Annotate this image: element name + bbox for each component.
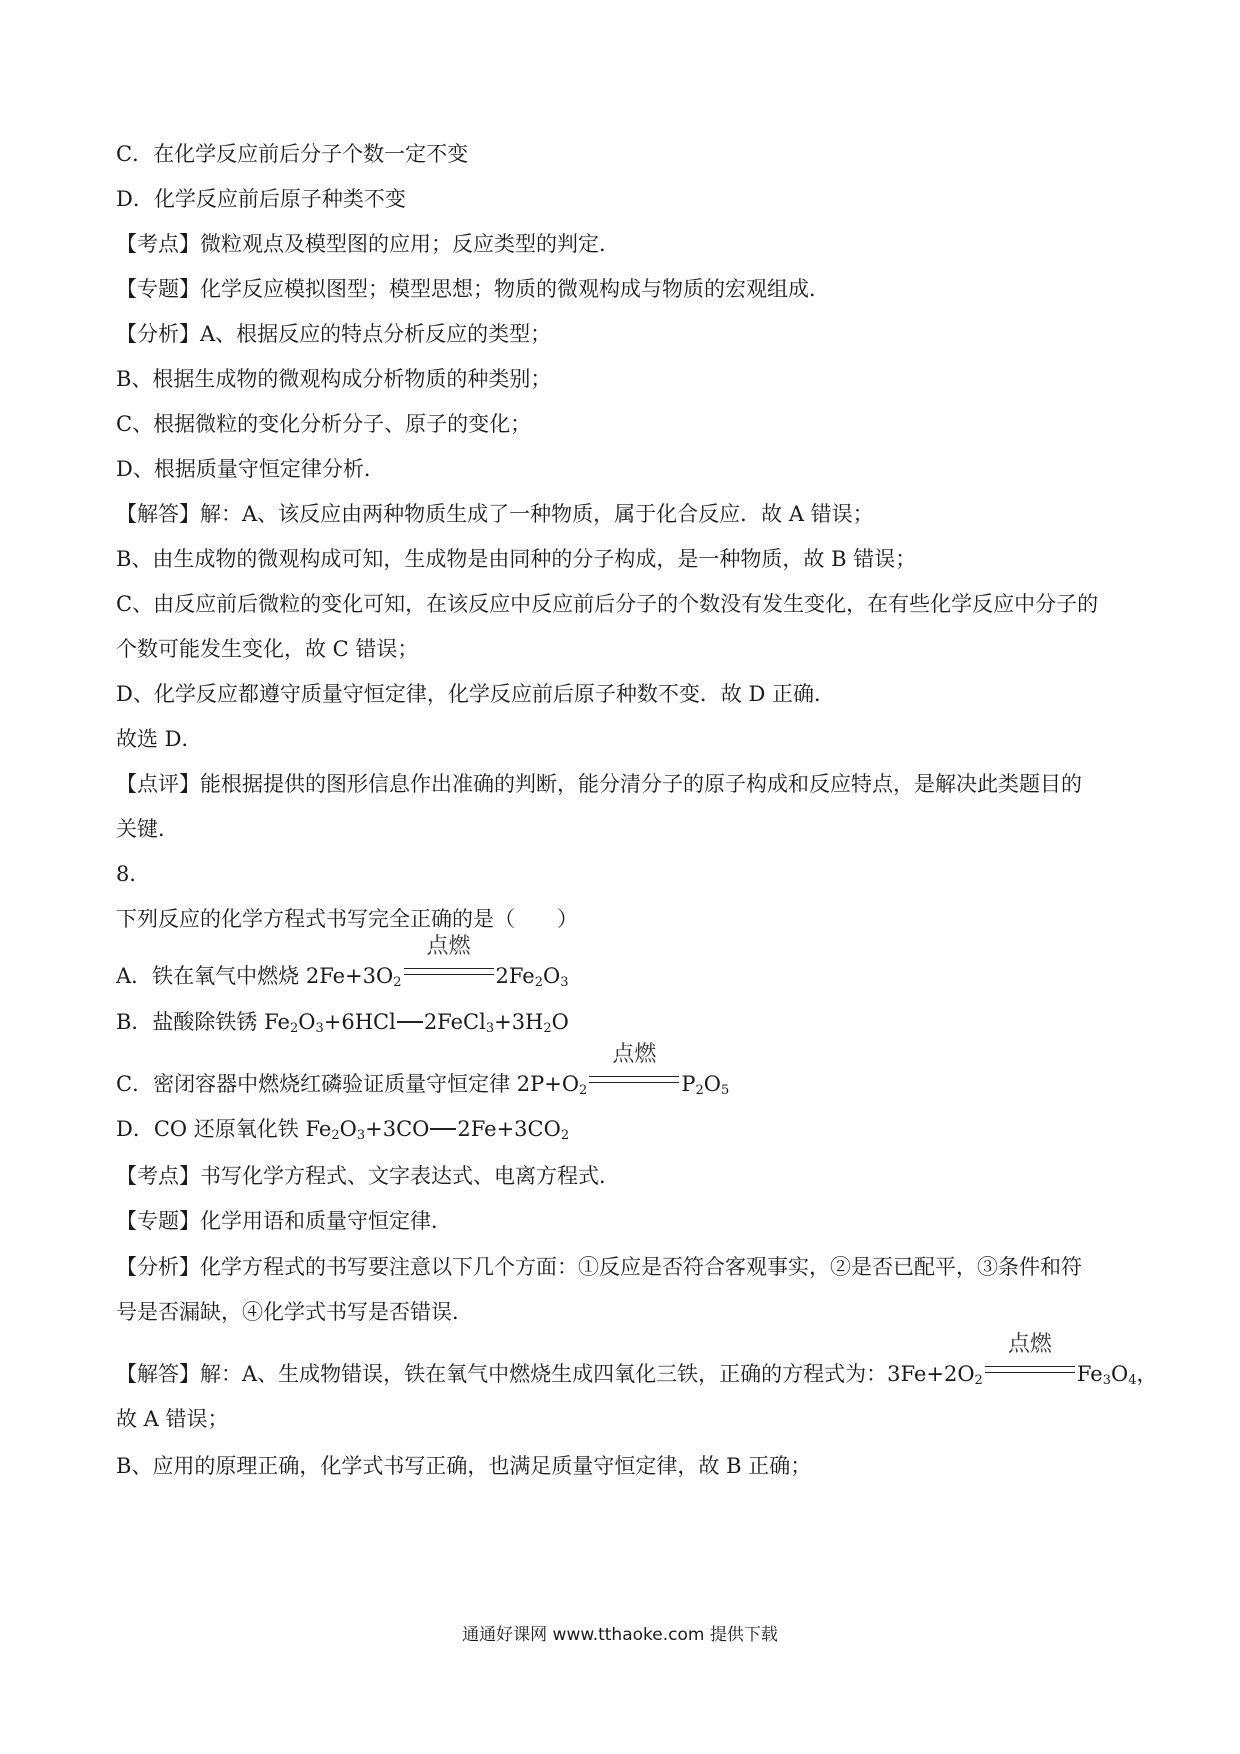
text-line: 【专题】化学用语和质量守恒定律． xyxy=(116,1209,452,1233)
option-d: D．CO 还原氧化铁 $Fe_2O_3+3CO$ $2Fe+3CO_2$ xyxy=(116,1117,570,1143)
text-line: 故选 D． xyxy=(116,727,203,751)
text-line: 【解答】解：A、该反应由两种物质生成了一种物质，属于化合反应．故 A 错误； xyxy=(116,502,874,526)
text-line: B、由生成物的微观构成可知，生成物是由同种的分子构成，是一种物质，故 B 错误； xyxy=(116,547,917,571)
text-line: D、根据质量守恒定律分析． xyxy=(116,457,385,481)
reaction-dash xyxy=(397,1021,423,1023)
text-line: 【考点】微粒观点及模型图的应用；反应类型的判定． xyxy=(116,232,620,256)
question-number: 8． xyxy=(116,862,151,886)
reaction-arrow: 点燃 xyxy=(404,955,494,983)
text-line: C、由反应前后微粒的变化可知，在该反应中反应前后分子的个数没有发生变化，在有些化学反应中分子的 xyxy=(116,592,1099,616)
text-line: D、化学反应都遵守质量守恒定律，化学反应前后原子种数不变．故 D 正确． xyxy=(116,682,836,706)
text-line: 【考点】书写化学方程式、文字表达式、电离方程式． xyxy=(116,1164,620,1188)
text-line: B、根据生成物的微观构成分析物质的种类别； xyxy=(116,367,552,391)
reaction-dash xyxy=(430,1128,456,1130)
answer-line: 【解答】解：A、生成物错误，铁在氧气中燃烧生成四氧化三铁，正确的方程式为：$3Fe+2O_2$ 点燃 $Fe_3O_4$， xyxy=(116,1332,1158,1388)
text-line: D．化学反应前后原子种类不变 xyxy=(116,187,406,211)
text-line: 关键． xyxy=(116,817,179,841)
reaction-arrow: 点燃 xyxy=(985,1353,1075,1381)
text-line: 【分析】化学方程式的书写要注意以下几个方面：①反应是否符合客观事实，②是否已配平，③条件和符 xyxy=(116,1255,1082,1279)
question-stem: 下列反应的化学方程式书写完全正确的是（ ） xyxy=(116,907,578,931)
text-line: C、根据微粒的变化分析分子、原子的变化； xyxy=(116,412,532,436)
text-line: B、应用的原理正确，化学式书写正确，也满足质量守恒定律，故 B 正确； xyxy=(116,1454,812,1478)
option-c: C．密闭容器中燃烧红磷验证质量守恒定律 $2P+O_2$ 点燃 $P_2O_5$ xyxy=(116,1042,730,1098)
text-line: 号是否漏缺，④化学式书写是否错误． xyxy=(116,1300,473,1324)
option-b: B．盐酸除铁锈 $Fe_2O_3+6HCl$ $2FeCl_3+3H_2O$ xyxy=(116,1010,569,1036)
text-line: 【专题】化学反应模拟图型；模型思想；物质的微观构成与物质的宏观组成． xyxy=(116,277,830,301)
option-a: A．铁在氧气中燃烧 $2Fe+3O_2$ 点燃 $2Fe_2O_3$ xyxy=(116,934,569,990)
text-line: C．在化学反应前后分子个数一定不变 xyxy=(116,142,469,166)
text-line: 【分析】A、根据反应的特点分析反应的类型； xyxy=(116,322,552,346)
text-line: 故 A 错误； xyxy=(116,1407,229,1431)
page-footer: 通通好课网 www.tthaoke.com 提供下载 xyxy=(462,1625,778,1645)
text-line: 个数可能发生变化，故 C 错误； xyxy=(116,637,419,661)
reaction-arrow: 点燃 xyxy=(589,1063,679,1091)
text-line: 【点评】能根据提供的图形信息作出准确的判断，能分清分子的原子构成和反应特点，是解决此类题目的 xyxy=(116,772,1082,796)
